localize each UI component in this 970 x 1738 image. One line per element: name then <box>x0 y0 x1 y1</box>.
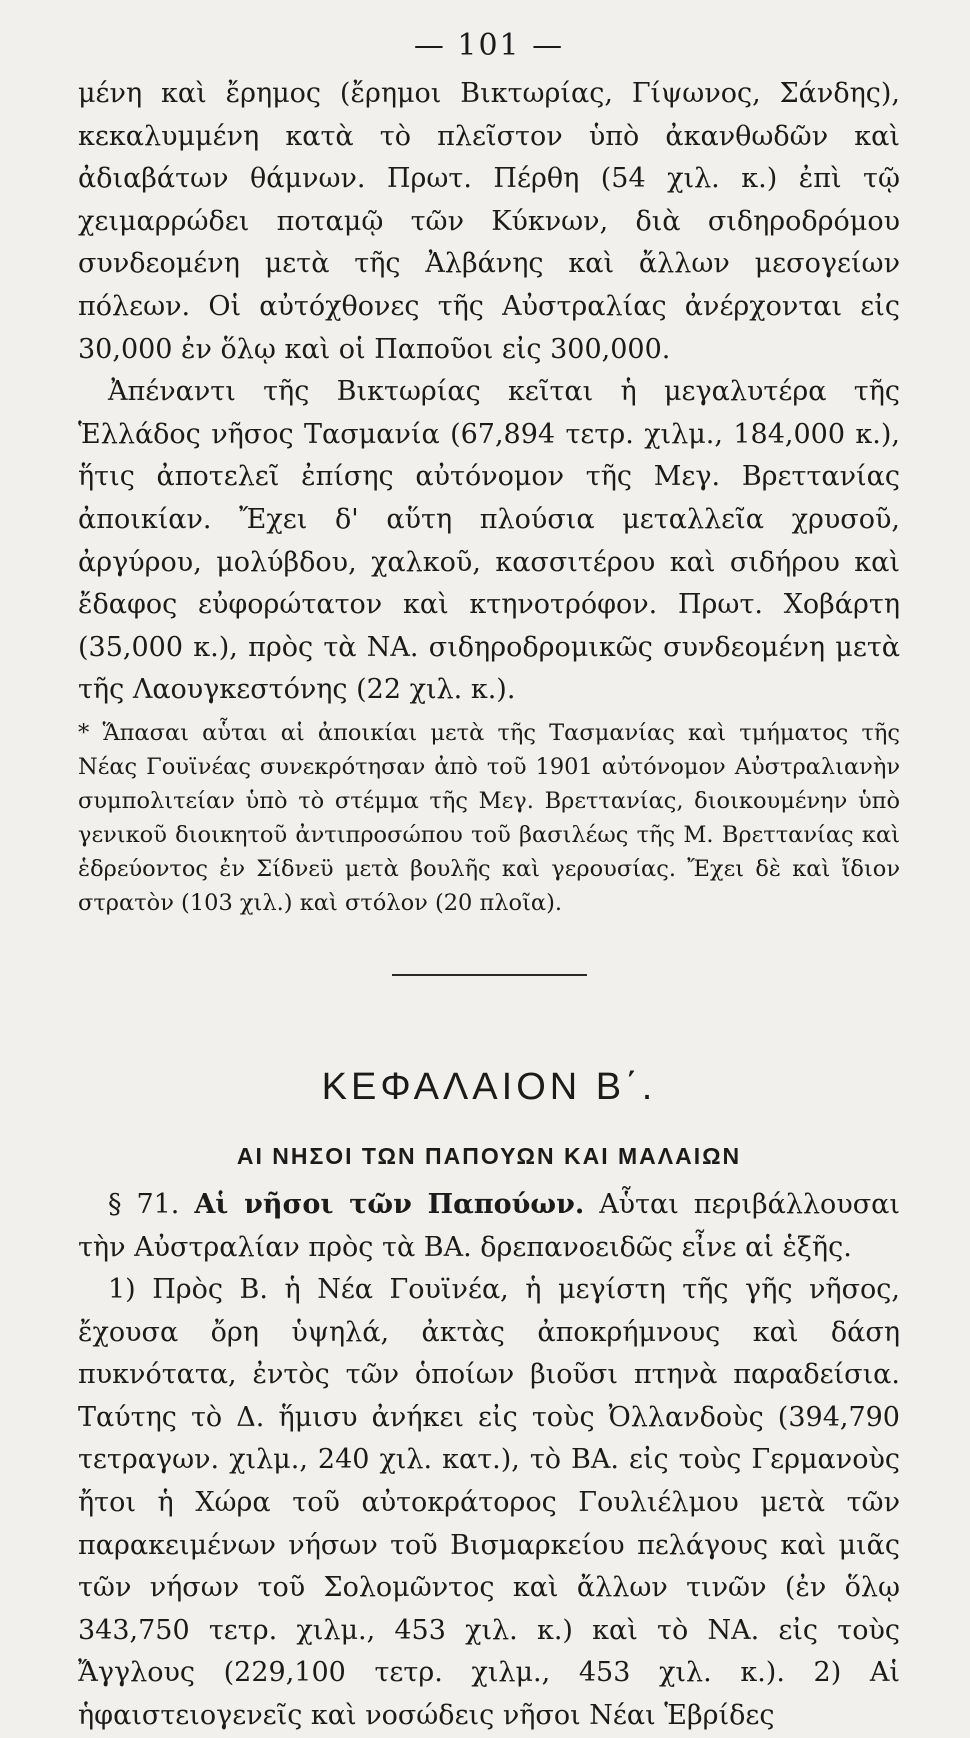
section-intro-text: Αὗται περιβάλλουσαι τὴν Αὐστραλίαν πρὸς τὰ ΒΑ. δρεπανοειδῶς εἶνε αἱ ἑξῆς. <box>78 1188 900 1263</box>
section-title: Αἱ νῆσοι τῶν Παπούων. <box>194 1188 585 1220</box>
book-page <box>78 28 900 1738</box>
paragraph-section-71 <box>78 1184 900 1269</box>
paragraph-new-guinea: 1) Πρὸς Β. ἡ Νέα Γουϊνέα, ἡ μεγίστη τῆς γῆς νῆσος, ἔχουσα ὄρη ὑψηλά, ἀκτὰς ἀποκρήμνους καὶ δάση πυκνότατα, ἐντὸς τῶν ὁποίων βιοῦσι πτηνὰ παραδείσια. Ταύτης τὸ Δ. ἥμισυ ἀνήκει εἰς τοὺς Ὀλλανδοὺς (394,790 τετραγων. χιλμ., 240 χιλ. κατ.), τὸ ΒΑ. εἰς τοὺς Γερμανοὺς ἤτοι ἡ Χώρα τοῦ αὐτοκράτορος Γουλιέλμου μετὰ τῶν παρακειμένων νήσων τοῦ Βισμαρκείου πελάγους καὶ μιᾶς τῶν νήσων τοῦ Σολομῶντος καὶ ἄλλων τινῶν (ἐν ὅλῳ 343,750 τετρ. χιλμ., 453 χιλ. κ.) καὶ τὸ ΝΑ. εἰς τοὺς Ἄγγλους (229,100 τετρ. χιλμ., 453 χιλ. κ.). 2) Αἱ ἡφαιστειογενεῖς καὶ νοσώδεις νῆσοι Νέαι Ἑβρίδες <box>78 1274 900 1732</box>
section-number: § 71. <box>108 1188 180 1220</box>
paragraph-australia-end: μένη καὶ ἔρημος (ἔρημοι Βικτωρίας, Γίψωνος, Σάνδης), κεκαλυμμένη κατὰ τὸ πλεῖστον ὑπὸ ἀκανθωδῶν καὶ ἀδιαβάτων θάμνων. Πρωτ. Πέρθη (54 χιλ. κ.) ἐπὶ τῷ χειμαρρώδει ποταμῷ τῶν Κύκνων, διὰ σιδηροδρόμου συνδεομένη μετὰ τῆς Ἀλβάνης καὶ ἄλλων μεσογείων πόλεων. Οἱ αὐτόχθονες τῆς Αὐστραλίας ἀνέρχονται εἰς 30,000 ἐν ὅλῳ καὶ οἱ Παποῦοι εἰς 300,000. <box>78 78 900 365</box>
page-number: — 101 — <box>413 28 565 63</box>
chapter-subheading: ΑΙ ΝΗΣΟΙ ΤΩΝ ΠΑΠΟΥΩΝ ΚΑΙ ΜΑΛΑΙΩΝ <box>236 1142 742 1169</box>
paragraph-tasmania: Ἀπέναντι τῆς Βικτωρίας κεῖται ἡ μεγαλυτέρα τῆς Ἑλλάδος νῆσος Τασμανία (67,894 τετρ. χιλμ., 184,000 κ.), ἥτις ἀποτελεῖ ἐπίσης αὐτόνομον τῆς Μεγ. Βρεττανίας ἀποικίαν. Ἔχει δ' αὕτη πλούσια μεταλλεῖα χρυσοῦ, ἀργύρου, μολύβδου, χαλκοῦ, κασσιτέρου καὶ σιδήρου καὶ ἔδαφος εὐφορώτατον καὶ κτηνοτρόφον. Πρωτ. Χοβάρτη (35,000 κ.), πρὸς τὰ ΝΑ. σιδηροδρομικῶς συνδεομένη μετὰ τῆς Λαουγκεστόνης (22 χιλ. κ.). <box>78 376 900 706</box>
footnote: * Ἅπασαι αὗται αἱ ἀποικίαι μετὰ τῆς Τασμανίας καὶ τμήματος τῆς Νέας Γουϊνέας συνεκρότησαν ἀπὸ τοῦ 1901 αὐτόνομον Αὐστραλιανὴν συμπολιτείαν ὑπὸ τὸ στέμμα τῆς Μεγ. Βρεττανίας, διοικουμένην ὑπὸ γενικοῦ διοικητοῦ ἀντιπροσώπου τοῦ βασιλέως τῆς Μ. Βρεττανίας καὶ ἑδρεύοντος ἐν Σίδνεϋ μετὰ βουλῆς καὶ γερουσίας. Ἔχει δὲ καὶ ἴδιον στρατὸν (103 χιλ.) καὶ στόλον (20 πλοῖα). <box>78 719 900 916</box>
section-divider <box>392 974 587 976</box>
chapter-title: ΚΕΦΑΛΑΙΟΝ Β΄. <box>321 1065 657 1108</box>
